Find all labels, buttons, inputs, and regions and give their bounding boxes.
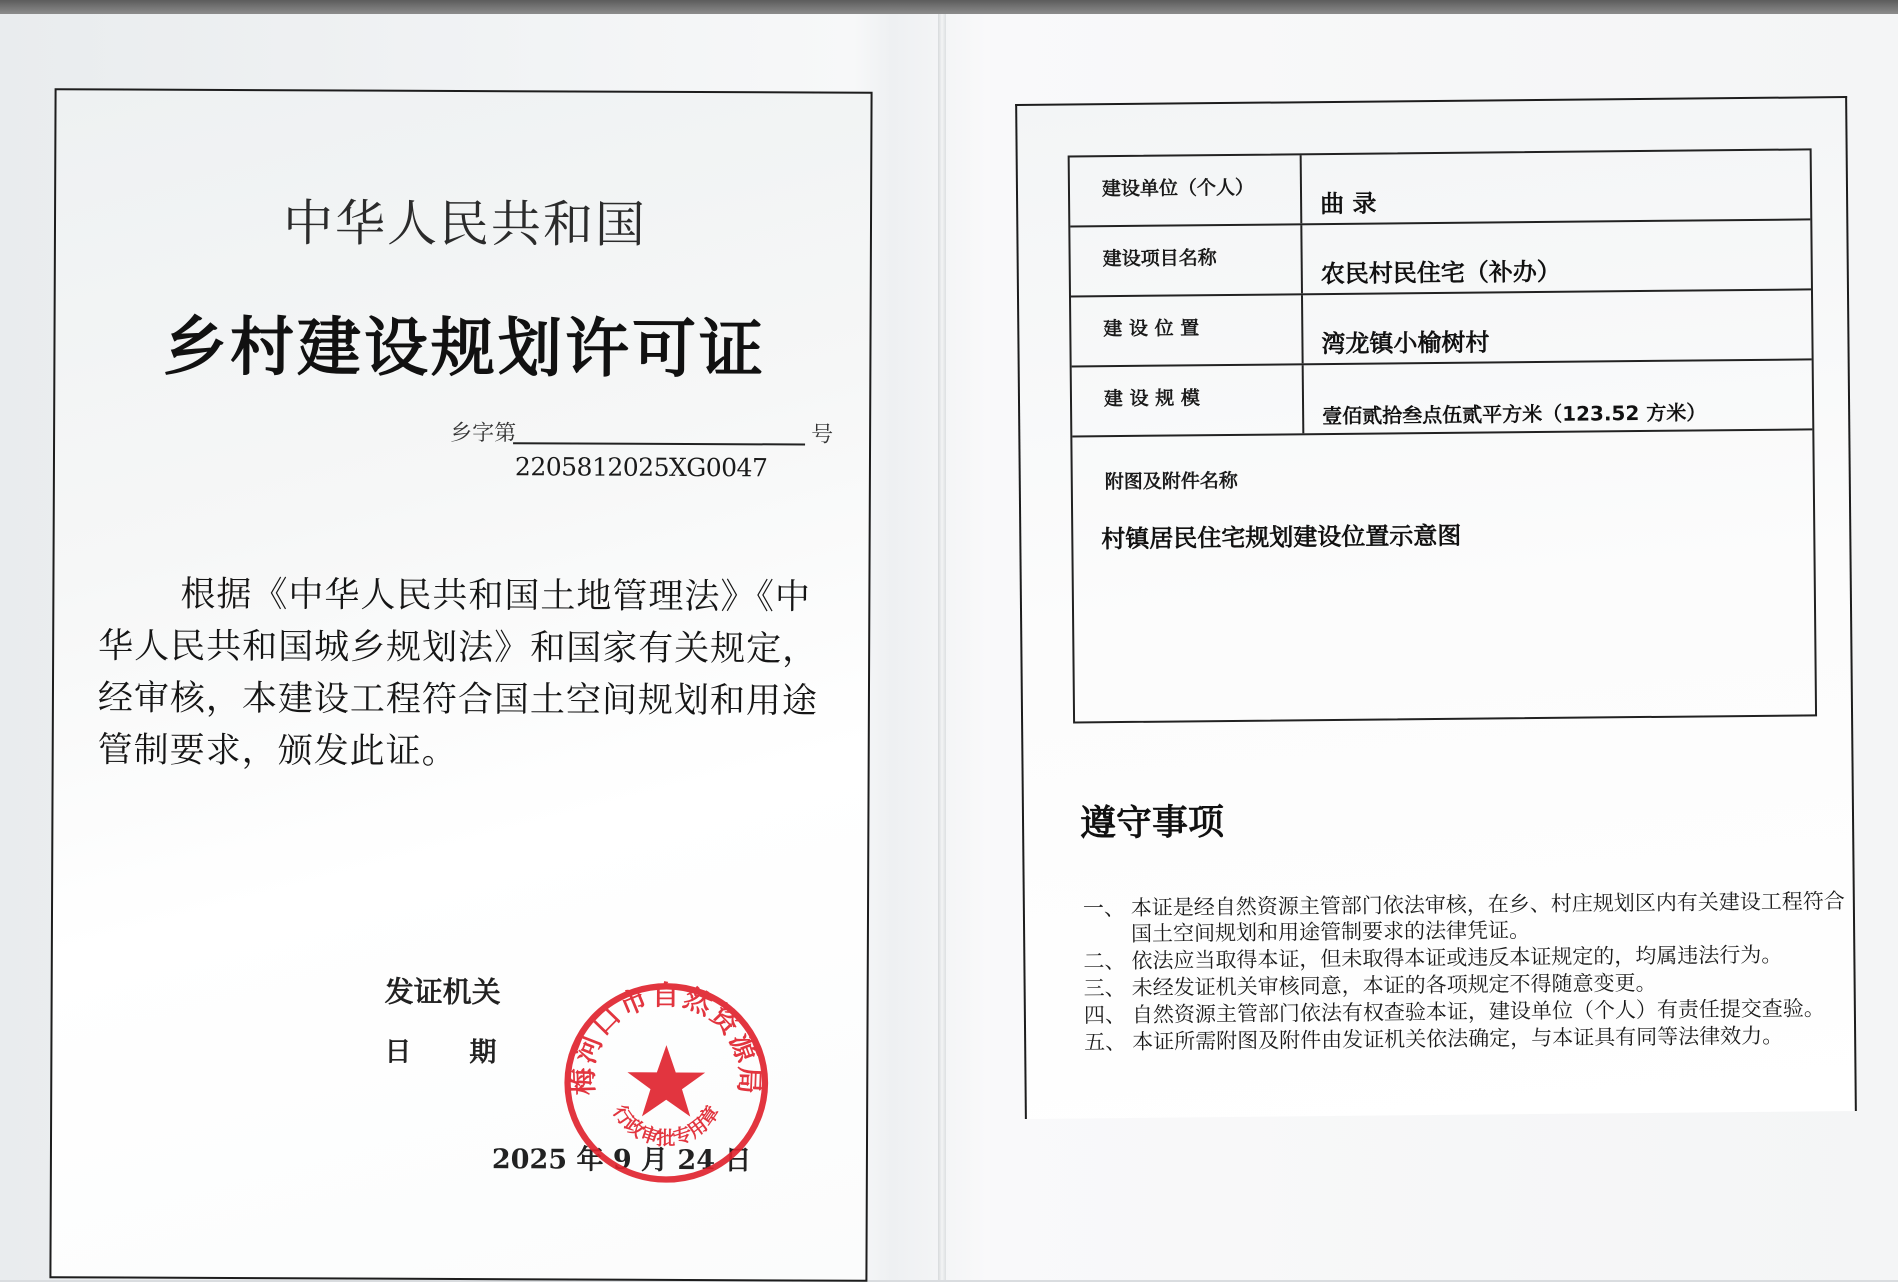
note-text: 本证是经自然资源主管部门依法审核，在乡、村庄规划区内有关建设工程符合国土空间规划和用途管制要求的法律凭证。 [1130, 889, 1845, 946]
number-underline [513, 442, 805, 445]
permit-body-text: 根据《中华人民共和国土地管理法》《中华人民共和国城乡规划法》和国家有关规定，经审核，本建设工程符合国土空间规划和用途管制要求，颁发此证。 [97, 574, 819, 772]
date-label-char-2: 期 [469, 1037, 497, 1069]
table-row-project-name [1070, 220, 1811, 297]
number-suffix: 号 [811, 422, 834, 448]
table-row-location [1071, 290, 1812, 367]
issuing-authority-label: 发证机关 [384, 974, 501, 1010]
notes-list [1083, 888, 1855, 1056]
note-number: 二、 [1083, 948, 1126, 974]
location-value: 湾龙镇小榆树村 [1321, 328, 1490, 359]
date-label [384, 1030, 496, 1069]
project-name-label: 建设项目名称 [1070, 225, 1303, 295]
note-text: 依法应当取得本证，但未取得本证或违反本证规定的，均属违法行为。 [1131, 942, 1783, 973]
list-item [1083, 888, 1853, 947]
number-prefix: 乡字第 [450, 420, 517, 447]
note-number: 一、 [1082, 896, 1125, 921]
permit-cover-page [49, 88, 872, 1282]
attachments-value: 村镇居民住宅规划建设位置示意图 [1101, 521, 1462, 554]
permit-details-page [1015, 96, 1857, 1119]
issue-date: 2025 年 9 月 24 日 [491, 1144, 752, 1177]
scale-value: 壹佰贰拾叁点伍贰平方米（123.52 方米） [1322, 400, 1707, 429]
seal-star-icon [627, 1045, 705, 1117]
date-label-char-1: 日 [384, 1036, 412, 1068]
seal-bottom-text: 行政审批专用章 [608, 1101, 725, 1150]
scale-label: 建 设 规 模 [1072, 365, 1305, 435]
notes-title: 遵守事项 [1079, 802, 1225, 845]
table-row-applicant [1070, 150, 1811, 227]
note-number: 五、 [1084, 1029, 1127, 1055]
attachments-label: 附图及附件名称 [1104, 469, 1238, 494]
note-number: 三、 [1083, 975, 1126, 1001]
official-seal [561, 977, 772, 1188]
note-text: 自然资源主管部门依法有权查验本证，建设单位（个人）有责任提交查验。 [1131, 996, 1825, 1027]
note-text: 本证所需附图及附件由发证机关依法确定，与本证具有同等法律效力。 [1132, 1023, 1784, 1054]
note-text: 未经发证机关审核同意，本证的各项规定不得随意变更。 [1131, 970, 1657, 1000]
permit-number: 2205812025XG0047 [514, 452, 768, 483]
permit-title: 乡村建设规划许可证 [162, 310, 767, 388]
country-name: 中华人民共和国 [282, 194, 648, 254]
table-row-scale [1072, 360, 1813, 437]
seal-top-text: 梅河口市自然资源局 [568, 980, 765, 1097]
project-name-value: 农民村民住宅（补办） [1320, 257, 1561, 289]
note-number: 四、 [1083, 1002, 1127, 1028]
applicant-label: 建设单位（个人） [1070, 155, 1303, 225]
applicant-value: 曲 录 [1319, 189, 1377, 219]
page-gutter [938, 14, 946, 1280]
permit-info-table [1068, 148, 1817, 723]
location-label: 建 设 位 置 [1071, 295, 1304, 365]
